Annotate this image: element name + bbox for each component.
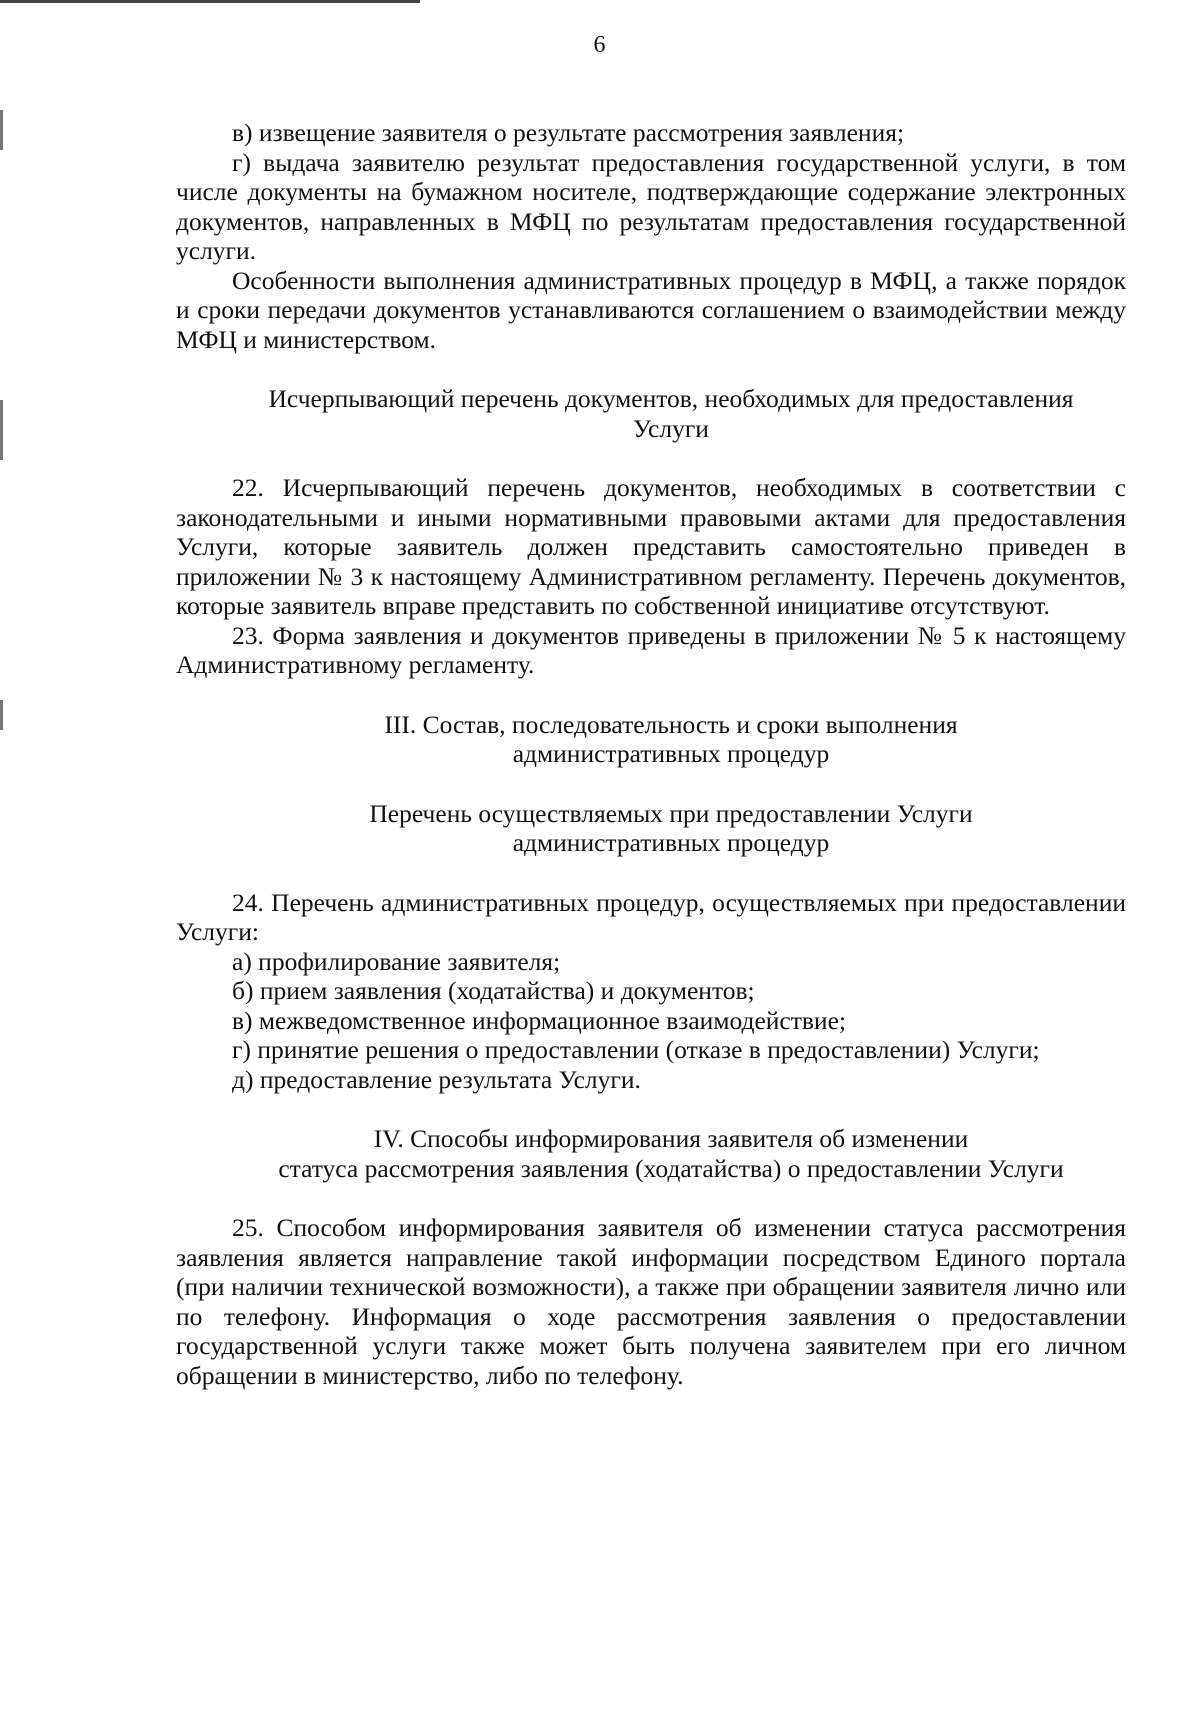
heading-documents-list bbox=[176, 384, 1126, 443]
heading-line: Исчерпывающий перечень документов, необходимых для предоставления bbox=[268, 384, 1074, 413]
heading-section-iv bbox=[176, 1124, 1126, 1183]
heading-section-iii bbox=[176, 710, 1126, 769]
paragraph-22: 22. Исчерпывающий перечень документов, необходимых в соответствии с законодательными и иными нормативными правовыми актами для предоставления Услуги, которые заявитель должен представить самостоятельно приведен в приложении № 3 к настоящему Административном регламенту. Перечень документов, которые заявитель вправе представить по собственной инициативе отсутствуют. bbox=[176, 473, 1126, 620]
paragraph-mfc-features: Особенности выполнения административных процедур в МФЦ, а также порядок и сроки передачи документов устанавливаются соглашением о взаимодействии между МФЦ и министерством. bbox=[176, 265, 1126, 354]
list-item: в) межведомственное информационное взаимодействие; bbox=[232, 1005, 846, 1035]
paragraph-23: 23. Форма заявления и документов приведены в приложении № 5 к настоящему Административному регламенту. bbox=[176, 620, 1126, 679]
paragraph-g: г) выдача заявителю результат предоставления государственной услуги, в том числе документы на бумажном носителе, подтверждающие содержание электронных документов, направленных в МФЦ по результатам предоставления государственной услуги. bbox=[176, 147, 1126, 265]
heading-line: статуса рассмотрения заявления (ходатайства) о предоставлении Услуги bbox=[278, 1153, 1064, 1183]
heading-line: административных процедур bbox=[512, 828, 830, 857]
paragraph-25: 25. Способом информирования заявителя об изменении статуса рассмотрения заявления является направление такой информации посредством Единого портала (при наличии технической возможности), а также при обращении заявителя лично или по телефону. Информация о ходе рассмотрения заявления о предоставлении государственной услуги также может быть получена заявителем при его личном обращении в министерство, либо по телефону. bbox=[176, 1213, 1126, 1390]
heading-line: IV. Способы информирования заявителя об изменении bbox=[373, 1124, 969, 1153]
list-item: г) принятие решения о предоставлении (отказе в предоставлении) Услуги; bbox=[232, 1035, 1040, 1064]
heading-line: Услуги bbox=[633, 413, 709, 443]
paragraph-v: в) извещение заявителя о результате рассмотрения заявления; bbox=[232, 118, 905, 147]
scan-edge-mark bbox=[0, 700, 3, 730]
scan-edge-mark bbox=[0, 0, 420, 3]
page-number: 6 bbox=[593, 32, 607, 58]
list-item: д) предоставление результата Услуги. bbox=[232, 1064, 641, 1094]
list-item: а) профилирование заявителя; bbox=[232, 946, 561, 976]
scan-edge-mark bbox=[0, 400, 3, 460]
scan-edge-mark bbox=[0, 110, 3, 150]
heading-line: административных процедур bbox=[512, 739, 830, 768]
heading-line: Перечень осуществляемых при предоставлении Услуги bbox=[369, 798, 973, 828]
paragraph-24: 24. Перечень административных процедур, осуществляемых при предоставлении Услуги: bbox=[176, 887, 1126, 946]
list-item: б) прием заявления (ходатайства) и документов; bbox=[232, 976, 755, 1005]
document-body bbox=[176, 118, 1126, 1390]
heading-line: III. Состав, последовательность и сроки выполнения bbox=[384, 709, 958, 739]
heading-procedures-list bbox=[176, 799, 1126, 858]
